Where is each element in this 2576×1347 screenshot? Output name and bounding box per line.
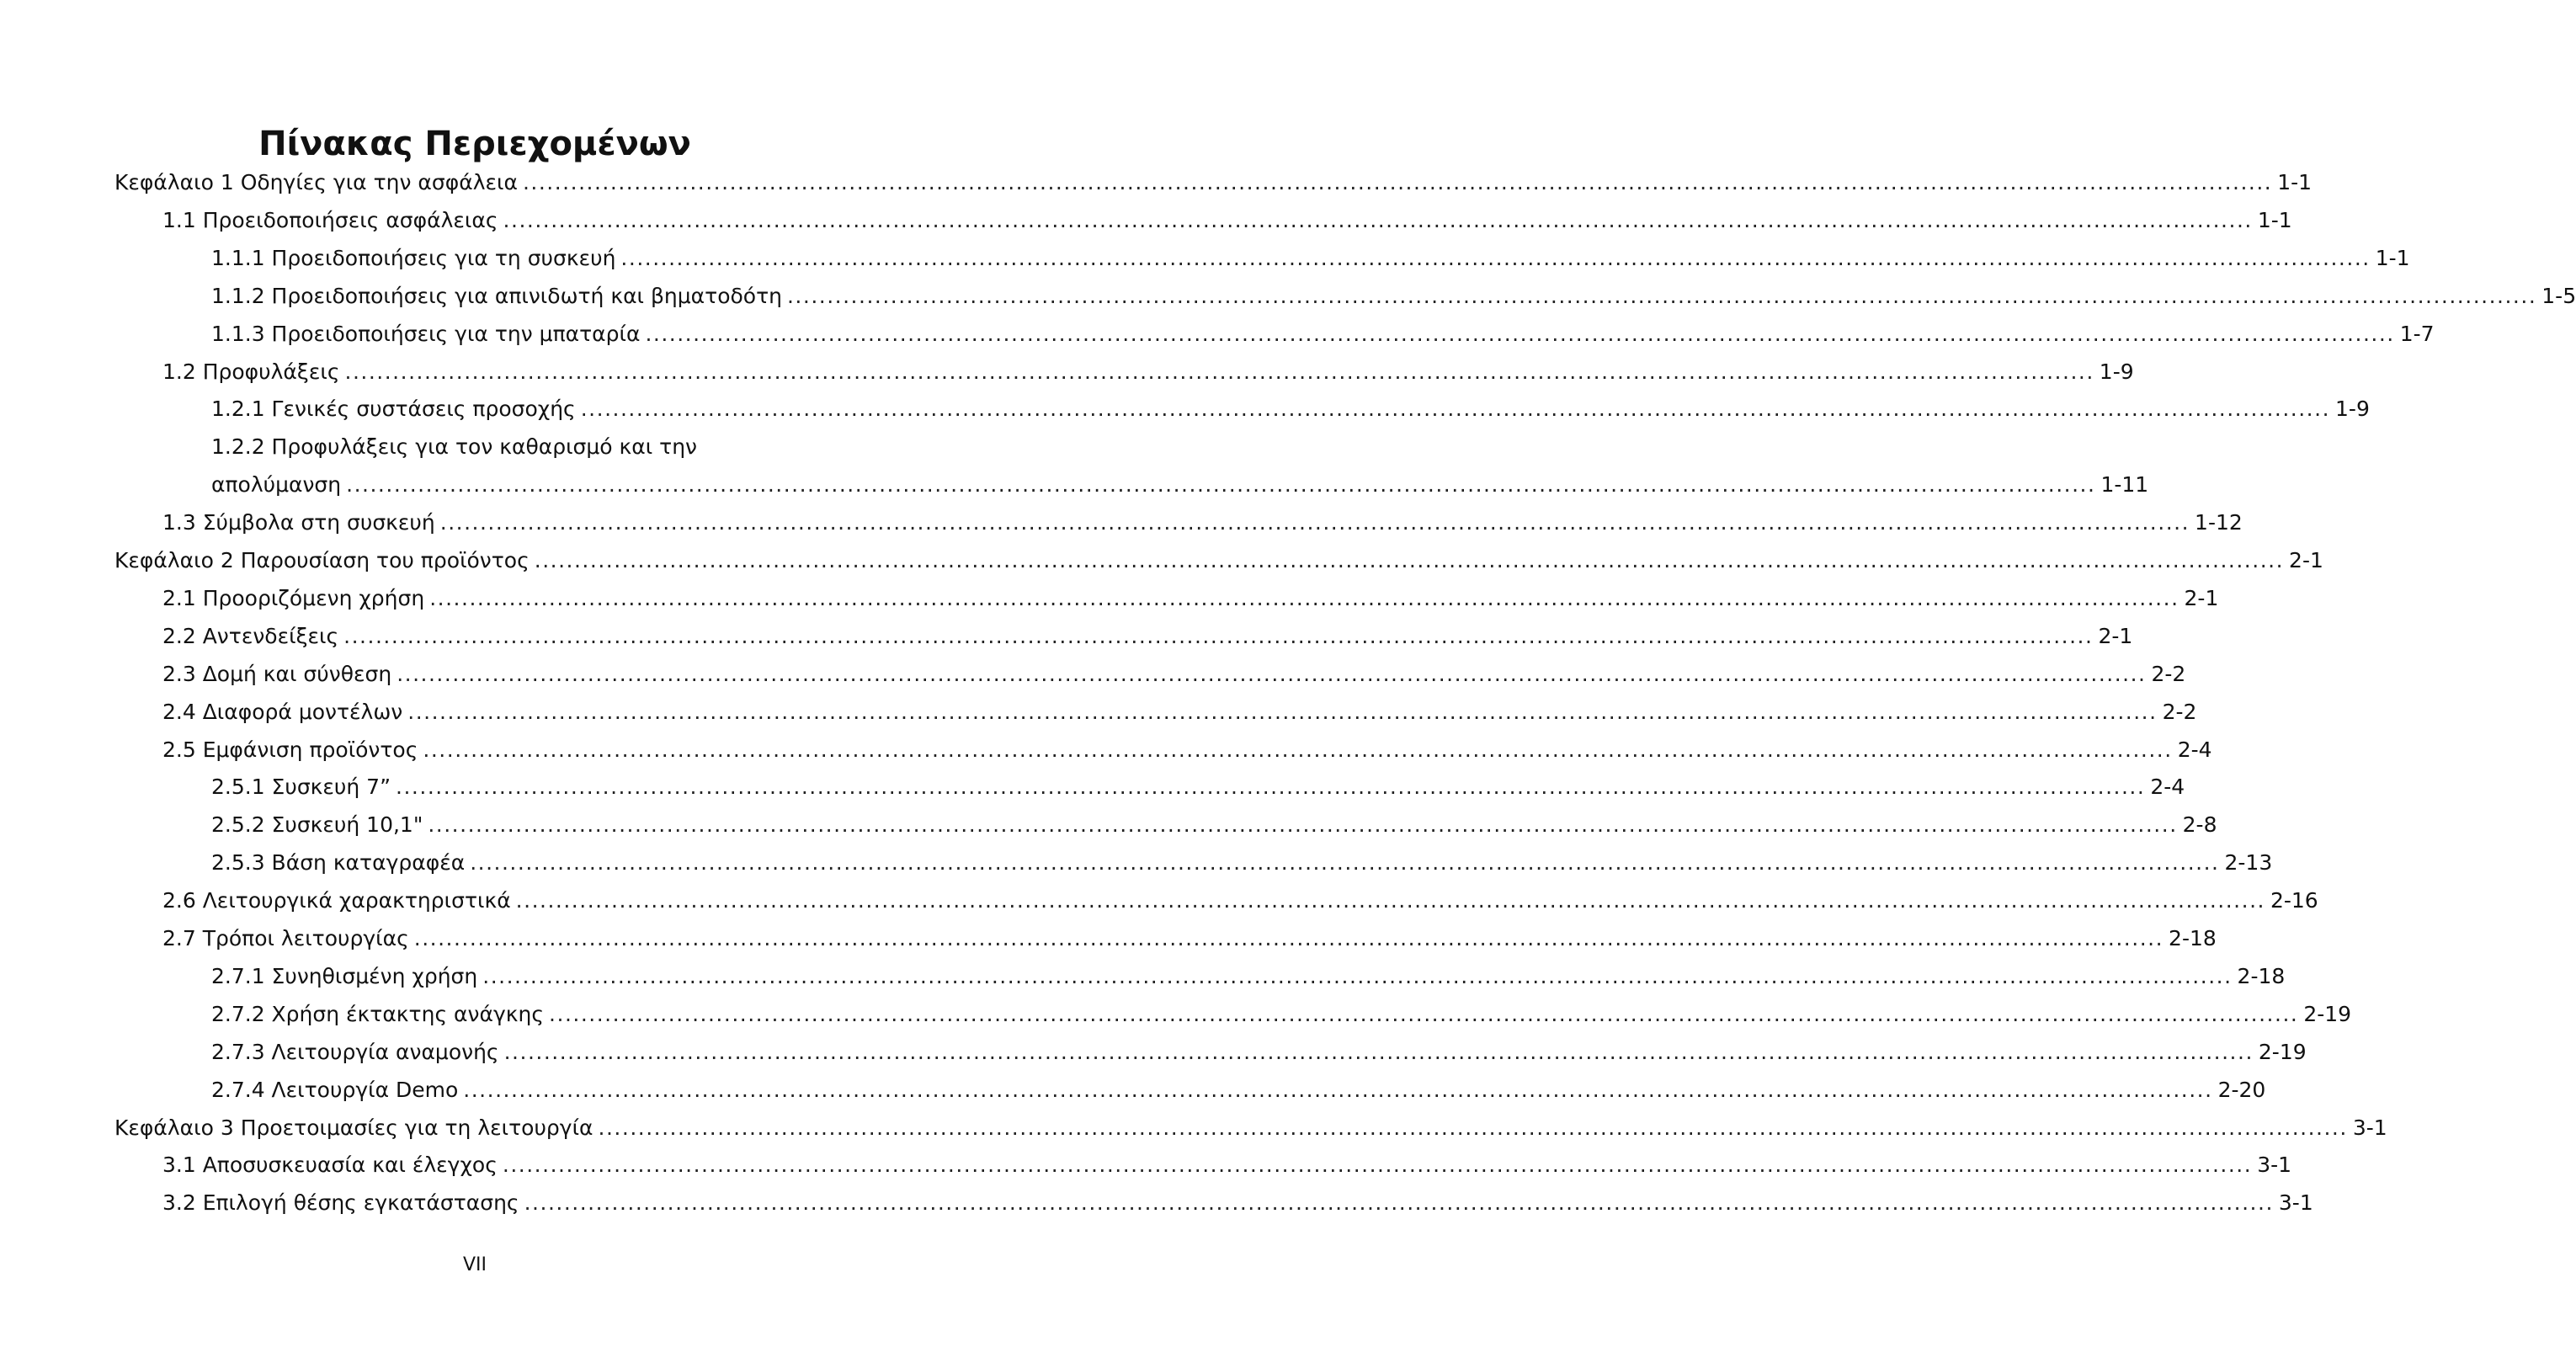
toc-entry[interactable] bbox=[211, 772, 2185, 802]
page-number: VII bbox=[462, 1254, 487, 1275]
toc-entry-title: 1.3 Σύμβολα στη συσκευή bbox=[162, 510, 435, 535]
toc-entry-title: 1.2 Προφυλάξεις bbox=[162, 359, 340, 384]
toc-entry[interactable] bbox=[162, 659, 2186, 689]
toc-entry[interactable] bbox=[162, 924, 2217, 954]
dot-leader: ............................................................................................................................................................................................................................ bbox=[522, 170, 2273, 194]
toc-entry[interactable] bbox=[211, 394, 2370, 424]
page-title: Πίνακας Περιεχομένων bbox=[258, 125, 691, 163]
toc-entry-page: 2-4 bbox=[2177, 737, 2212, 762]
dot-leader: ............................................................................................................................................................................................................................ bbox=[428, 812, 2178, 838]
toc-entry-page: 2-19 bbox=[2303, 1001, 2352, 1026]
toc-entry-page: 1-7 bbox=[2399, 321, 2435, 346]
dot-leader: ............................................................................................................................................................................................................................ bbox=[482, 963, 2233, 988]
toc-entry[interactable] bbox=[211, 961, 2286, 992]
toc-entry[interactable] bbox=[211, 281, 2576, 311]
toc-entry-page: 2-20 bbox=[2217, 1077, 2266, 1102]
dot-leader: ............................................................................................................................................................................................................................ bbox=[439, 510, 2190, 535]
toc-entry-page: 2-1 bbox=[2184, 585, 2219, 610]
toc-entry-title: 2.5 Εμφάνιση προϊόντος bbox=[162, 737, 418, 762]
toc-entry[interactable] bbox=[162, 508, 2243, 538]
toc-entry-page: 1-11 bbox=[2100, 472, 2149, 498]
dot-leader: ............................................................................................................................................................................................................................ bbox=[515, 888, 2265, 913]
toc-entry[interactable] bbox=[162, 583, 2219, 614]
toc-entry-page: 1-5 bbox=[2541, 283, 2576, 308]
toc-entry-page: 1-1 bbox=[2277, 170, 2313, 194]
toc-entry-title: 1.1.3 Προειδοποιήσεις για την μπαταρία bbox=[211, 321, 641, 346]
toc-entry-page: 2-1 bbox=[2289, 548, 2323, 572]
dot-leader: ............................................................................................................................................................................................................................ bbox=[429, 585, 2179, 610]
toc-entry-page: 2-2 bbox=[2151, 661, 2186, 686]
toc-entry-page: 3-1 bbox=[2278, 1190, 2313, 1216]
toc-entry-page: 2-4 bbox=[2150, 775, 2185, 800]
toc-entry-title: 2.5.3 Βάση καταγραφέα bbox=[211, 850, 466, 876]
dot-leader: ............................................................................................................................................................................................................................ bbox=[470, 850, 2220, 876]
toc-entry[interactable] bbox=[211, 243, 2410, 274]
toc-entry-title: 1.1.2 Προειδοποιήσεις για απινιδωτή και βηματοδότη bbox=[211, 283, 782, 308]
toc-entry[interactable] bbox=[114, 1113, 2387, 1143]
dot-leader: ............................................................................................................................................................................................................................ bbox=[502, 1153, 2253, 1178]
toc-entry-title: 1.1.1 Προειδοποιήσεις για τη συσκευή bbox=[211, 245, 616, 270]
toc-entry[interactable] bbox=[162, 357, 2134, 387]
dot-leader: ............................................................................................................................................................................................................................ bbox=[344, 359, 2094, 384]
toc-entry-title: 2.7.2 Χρήση έκτακτης ανάγκης bbox=[211, 1001, 545, 1026]
toc-entry[interactable] bbox=[211, 470, 2149, 500]
toc-entry-title: 2.7.3 Λειτουργία αναμονής bbox=[211, 1039, 499, 1064]
toc-entry[interactable] bbox=[162, 735, 2212, 765]
toc-entry-title: 3.1 Αποσυσκευασία και έλεγχος bbox=[162, 1153, 498, 1178]
toc-entry-title: Κεφάλαιο 2 Παρουσίαση του προϊόντος bbox=[114, 548, 530, 572]
toc-entry-title: 2.4 Διαφορά μοντέλων bbox=[162, 699, 403, 724]
toc-entry[interactable] bbox=[162, 205, 2292, 236]
toc-entry-title: 1.2.1 Γενικές συστάσεις προσοχής bbox=[211, 397, 576, 422]
toc-entry-title: 2.3 Δομή και σύνθεση bbox=[162, 661, 392, 686]
dot-leader: ............................................................................................................................................................................................................................ bbox=[346, 472, 2096, 498]
toc-entry-page: 2-13 bbox=[2224, 850, 2273, 876]
toc-entry[interactable] bbox=[114, 546, 2323, 576]
dot-leader: ............................................................................................................................................................................................................................ bbox=[580, 397, 2331, 422]
toc-entry-title: 2.6 Λειτουργικά χαρακτηριστικά bbox=[162, 888, 511, 913]
dot-leader: ............................................................................................................................................................................................................................ bbox=[396, 775, 2146, 800]
dot-leader: ............................................................................................................................................................................................................................ bbox=[524, 1190, 2274, 1216]
dot-leader: ............................................................................................................................................................................................................................ bbox=[423, 737, 2173, 762]
toc-entry-title: 1.1 Προειδοποιήσεις ασφάλειας bbox=[162, 207, 498, 232]
toc-entry-page: 1-1 bbox=[2375, 245, 2410, 270]
toc-entry-page: 1-9 bbox=[2335, 397, 2370, 422]
toc-entry[interactable] bbox=[162, 621, 2133, 652]
toc-entry[interactable] bbox=[211, 319, 2435, 349]
dot-leader: ............................................................................................................................................................................................................................ bbox=[786, 283, 2537, 308]
toc-entry[interactable] bbox=[211, 1075, 2266, 1105]
dot-leader: ............................................................................................................................................................................................................................ bbox=[407, 699, 2158, 724]
toc-entry[interactable] bbox=[162, 697, 2197, 727]
dot-leader: ............................................................................................................................................................................................................................ bbox=[503, 1039, 2254, 1064]
dot-leader: ............................................................................................................................................................................................................................ bbox=[534, 548, 2285, 572]
dot-leader: ............................................................................................................................................................................................................................ bbox=[343, 623, 2094, 648]
toc-entry-page: 1-9 bbox=[2099, 359, 2134, 384]
toc-entry-page: 2-16 bbox=[2270, 888, 2318, 913]
toc-entry-page: 2-18 bbox=[2169, 926, 2217, 950]
toc-entry-title: 2.7.4 Λειτουργία Demo bbox=[211, 1077, 459, 1102]
toc-entry-title: 3.2 Επιλογή θέσης εγκατάστασης bbox=[162, 1190, 519, 1216]
dot-leader: ............................................................................................................................................................................................................................ bbox=[645, 321, 2395, 346]
toc-entry-title: 2.5.2 Συσκευή 10,1" bbox=[211, 812, 423, 838]
dot-leader: ............................................................................................................................................................................................................................ bbox=[598, 1115, 2348, 1140]
toc-entry-title: απολύμανση bbox=[211, 472, 342, 498]
toc-entry-page: 2-1 bbox=[2098, 623, 2133, 648]
toc-entry[interactable] bbox=[211, 810, 2217, 840]
toc-entry[interactable] bbox=[114, 168, 2313, 198]
toc-entry[interactable] bbox=[162, 886, 2318, 916]
dot-leader: ............................................................................................................................................................................................................................ bbox=[620, 245, 2371, 270]
toc-entry-title: 2.7.1 Συνηθισμένη χρήση bbox=[211, 963, 478, 988]
toc-entry[interactable] bbox=[211, 848, 2273, 878]
toc-entry-title: 2.7 Τρόποι λειτουργίας bbox=[162, 926, 409, 950]
dot-leader: ............................................................................................................................................................................................................................ bbox=[413, 926, 2164, 950]
toc-entry-page: 2-8 bbox=[2182, 812, 2217, 838]
toc-entry-title: Κεφάλαιο 1 Οδηγίες για την ασφάλεια bbox=[114, 170, 518, 194]
dot-leader: ............................................................................................................................................................................................................................ bbox=[463, 1077, 2213, 1102]
toc-entry[interactable] bbox=[162, 1188, 2313, 1218]
toc-entry-title[interactable]: 1.2.2 Προφυλάξεις για τον καθαρισμό και την bbox=[211, 434, 698, 460]
toc-entry-title: 2.5.1 Συσκευή 7” bbox=[211, 775, 391, 800]
dot-leader: ............................................................................................................................................................................................................................ bbox=[397, 661, 2147, 686]
toc-entry[interactable] bbox=[211, 999, 2352, 1030]
dot-leader: ............................................................................................................................................................................................................................ bbox=[503, 207, 2253, 232]
toc-entry-page: 2-18 bbox=[2237, 963, 2286, 988]
toc-entry[interactable] bbox=[162, 1150, 2292, 1180]
toc-entry[interactable] bbox=[211, 1037, 2307, 1067]
dot-leader: ............................................................................................................................................................................................................................ bbox=[549, 1001, 2299, 1026]
toc-entry-title: Κεφάλαιο 3 Προετοιμασίες για τη λειτουργία bbox=[114, 1115, 593, 1140]
toc-entry-title: 2.1 Προοριζόμενη χρήση bbox=[162, 585, 425, 610]
toc-entry-page: 2-19 bbox=[2258, 1039, 2307, 1064]
toc-entry-title: 2.2 Αντενδείξεις bbox=[162, 623, 339, 648]
toc-entry-page: 3-1 bbox=[2352, 1115, 2387, 1140]
toc-entry-page: 3-1 bbox=[2257, 1153, 2292, 1178]
toc-entry-page: 1-1 bbox=[2257, 207, 2292, 232]
toc-entry-page: 2-2 bbox=[2162, 699, 2197, 724]
toc-entry-page: 1-12 bbox=[2195, 510, 2243, 535]
